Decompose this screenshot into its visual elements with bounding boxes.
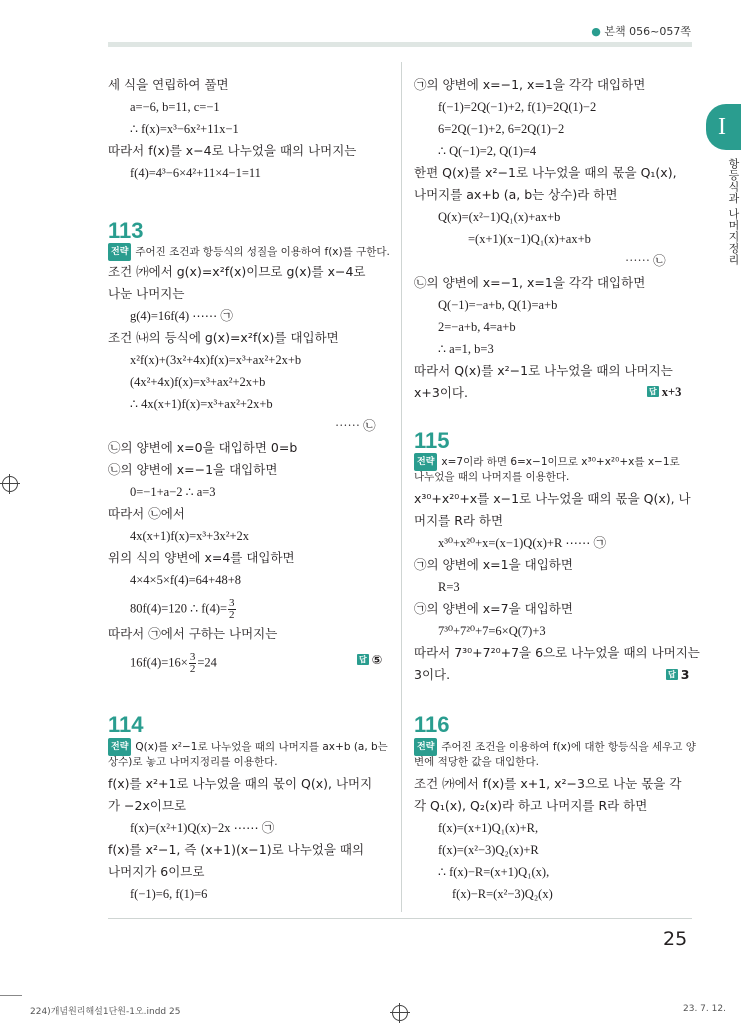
math-line: R=3 (438, 580, 460, 594)
page-number: 25 (663, 928, 688, 950)
fraction (189, 652, 197, 675)
registration-mark-icon (2, 476, 18, 492)
answer-113 (357, 652, 382, 667)
strategy-text: x=7이라 하면 6=x−1이므로 x³⁰+x²⁰+x를 x−1로 (441, 456, 680, 468)
footer-date: 23. 7. 12. (683, 1004, 726, 1014)
text-line: ㉡의 양변에 x=−1, x=1을 각각 대입하면 (414, 275, 646, 290)
problem-number-116: 116 (414, 712, 450, 737)
math-line: g(4)=16f(4) ⋯⋯ ㉠ (130, 309, 233, 323)
answer-value: 3 (680, 667, 690, 682)
strategy-badge: 전략 (414, 738, 437, 756)
text-line: ㉠의 양변에 x=7을 대입하면 (414, 601, 573, 616)
strategy-text: 주어진 조건과 항등식의 성질을 이용하여 f(x)를 구한다. (135, 246, 390, 258)
math-line: ∴ Q(−1)=2, Q(1)=4 (438, 144, 537, 158)
text-line: ㉠의 양변에 x=1을 대입하면 (414, 557, 573, 572)
math-line: a=−6, b=11, c=−1 (130, 100, 220, 114)
math-line: f(x)=(x+1)Q₁(x)+R, (438, 821, 539, 835)
math-text: =24 (197, 655, 217, 670)
column-divider (401, 62, 402, 912)
math-line: 0=−1+a−2 ∴ a=3 (130, 485, 216, 499)
problem-number-114: 114 (108, 712, 144, 737)
fraction (228, 598, 236, 621)
math-line: 2=−a+b, 4=a+b (438, 320, 516, 334)
text-line: x+3이다. (414, 385, 468, 400)
math-line: x³⁰+x²⁰+x=(x−1)Q(x)+R ⋯⋯ ㉠ (438, 536, 607, 550)
math-text: 16f(4)=16× (130, 655, 188, 670)
chapter-tab-title: 항등식과 나머지정리 (727, 158, 740, 266)
answer-box: 답 (668, 670, 676, 679)
text-line: 조건 ㈎에서 f(x)를 x+1, x²−3으로 나눈 몫을 각 (414, 776, 682, 791)
text-line: 따라서 ㉡에서 (108, 506, 185, 521)
math-line: =(x+1)(x−1)Q₁(x)+ax+b (468, 232, 591, 246)
fraction-denominator: 2 (189, 663, 196, 675)
text-line: 나눈 나머지는 (108, 286, 185, 301)
strategy-badge: 전략 (108, 738, 131, 756)
problem-number-115: 115 (414, 428, 450, 453)
text-line: 위의 식의 양변에 x=4를 대입하면 (108, 550, 295, 565)
text-line: 각 Q₁(x), Q₂(x)라 하고 나머지를 R라 하면 (414, 798, 648, 813)
text-line: 머지를 R라 하면 (414, 513, 504, 528)
math-text: 80f(4)=120 ∴ f(4)= (130, 601, 228, 616)
footer-file: 224)개념원리해설1단원-1오.indd 25 (30, 1007, 181, 1017)
fraction-numerator: 3 (229, 597, 235, 609)
math-line: f(4)=4³−6×4²+11×4−1=11 (130, 166, 261, 180)
answer-box: 답 (649, 387, 657, 396)
text-line: 따라서 Q(x)를 x²−1로 나누었을 때의 나머지는 (414, 363, 673, 378)
answer-value: x+3 (661, 385, 682, 399)
strategy-113 (108, 243, 390, 261)
page-reference-text: 본책 056~057쪽 (604, 25, 691, 38)
math-line: 7³⁰+7²⁰+7=6×Q(7)+3 (438, 624, 546, 638)
strategy-badge: 전략 (108, 243, 131, 261)
text-line: ㉠의 양변에 x=−1, x=1을 각각 대입하면 (414, 77, 646, 92)
equation-tag: ⋯⋯ ㉡ (335, 419, 376, 433)
problem-number-113: 113 (108, 218, 144, 243)
text-line: 한편 Q(x)를 x²−1로 나누었을 때의 몫을 Q₁(x), (414, 165, 677, 180)
text-line: 조건 ㈏의 등식에 g(x)=x²f(x)를 대입하면 (108, 330, 339, 345)
text-line: 나머지가 6이므로 (108, 864, 205, 879)
text-line: 세 식을 연립하여 풀면 (108, 77, 229, 92)
math-line (130, 652, 217, 675)
strategy-badge: 전략 (414, 453, 437, 471)
answer-115 (666, 667, 689, 682)
math-line: 4×4×5×f(4)=64+48+8 (130, 573, 242, 587)
strategy-114-cont: 상수)로 놓고 나머지정리를 이용한다. (108, 756, 278, 768)
equation-tag: ⋯⋯ ㉡ (625, 254, 666, 268)
text-line: 따라서 ㉠에서 구하는 나머지는 (108, 626, 278, 641)
answer-box: 답 (359, 655, 367, 664)
page-reference (591, 23, 691, 39)
top-rule (108, 42, 692, 47)
bullet-icon: ● (591, 25, 601, 38)
math-line: f(−1)=2Q(−1)+2, f(1)=2Q(1)−2 (438, 100, 597, 114)
strategy-text: Q(x)를 x²−1로 나누었을 때의 나머지를 ax+b (a, b는 (135, 741, 388, 753)
math-line: ∴ f(x)−R=(x+1)Q₁(x), (438, 865, 550, 879)
math-line: 6=2Q(−1)+2, 6=2Q(1)−2 (438, 122, 565, 136)
text-line: 가 −2x이므로 (108, 798, 187, 813)
math-line: ∴ a=1, b=3 (438, 342, 494, 356)
math-line: (4x²+4x)f(x)=x³+ax²+2x+b (130, 375, 266, 389)
text-line: 따라서 7³⁰+7²⁰+7을 6으로 나누었을 때의 나머지는 (414, 645, 700, 660)
answer-114 (647, 385, 681, 400)
math-line: ∴ f(x)=x³−6x²+11x−1 (130, 122, 239, 136)
text-line: 조건 ㈎에서 g(x)=x²f(x)이므로 g(x)를 x−4로 (108, 264, 366, 279)
text-line: f(x)를 x²+1로 나누었을 때의 몫이 Q(x), 나머지 (108, 776, 373, 791)
math-line: Q(−1)=−a+b, Q(1)=a+b (438, 298, 558, 312)
math-line: f(x)−R=(x²−3)Q₂(x) (452, 887, 553, 901)
fraction-numerator: 3 (189, 651, 196, 663)
math-line (130, 598, 237, 621)
math-line: ∴ 4x(x+1)f(x)=x³+ax²+2x+b (130, 397, 273, 411)
text-line: ㉡의 양변에 x=−1을 대입하면 (108, 462, 278, 477)
math-line: Q(x)=(x²−1)Q₁(x)+ax+b (438, 210, 561, 224)
strategy-115-cont: 나누었을 때의 나머지를 이용한다. (414, 471, 570, 483)
text-line: 3이다. (414, 667, 451, 682)
registration-mark-icon (392, 1005, 408, 1021)
text-line: x³⁰+x²⁰+x를 x−1로 나누었을 때의 몫을 Q(x), 나 (414, 491, 691, 506)
text-line: f(x)를 x²−1, 즉 (x+1)(x−1)로 나누었을 때의 (108, 842, 365, 857)
strategy-text: 주어진 조건을 이용하여 f(x)에 대한 항등식을 세우고 양 (441, 741, 696, 753)
math-line: 4x(x+1)f(x)=x³+3x²+2x (130, 529, 250, 543)
bottom-rule (108, 918, 692, 919)
text-line: ㉡의 양변에 x=0을 대입하면 0=b (108, 440, 298, 455)
crop-mark (0, 995, 22, 996)
math-line: x²f(x)+(3x²+4x)f(x)=x³+ax²+2x+b (130, 353, 302, 367)
math-line: f(x)=(x²−3)Q₂(x)+R (438, 843, 539, 857)
math-line: f(x)=(x²+1)Q(x)−2x ⋯⋯ ㉠ (130, 821, 275, 835)
answer-value: ⑤ (371, 652, 383, 667)
chapter-tab: I (706, 104, 741, 150)
text-line: 나머지를 ax+b (a, b는 상수)라 하면 (414, 187, 618, 202)
strategy-116-cont: 변에 적당한 값을 대입한다. (414, 756, 539, 768)
text-line: 따라서 f(x)를 x−4로 나누었을 때의 나머지는 (108, 143, 357, 158)
math-line: f(−1)=6, f(1)=6 (130, 887, 208, 901)
fraction-denominator: 2 (229, 609, 235, 621)
